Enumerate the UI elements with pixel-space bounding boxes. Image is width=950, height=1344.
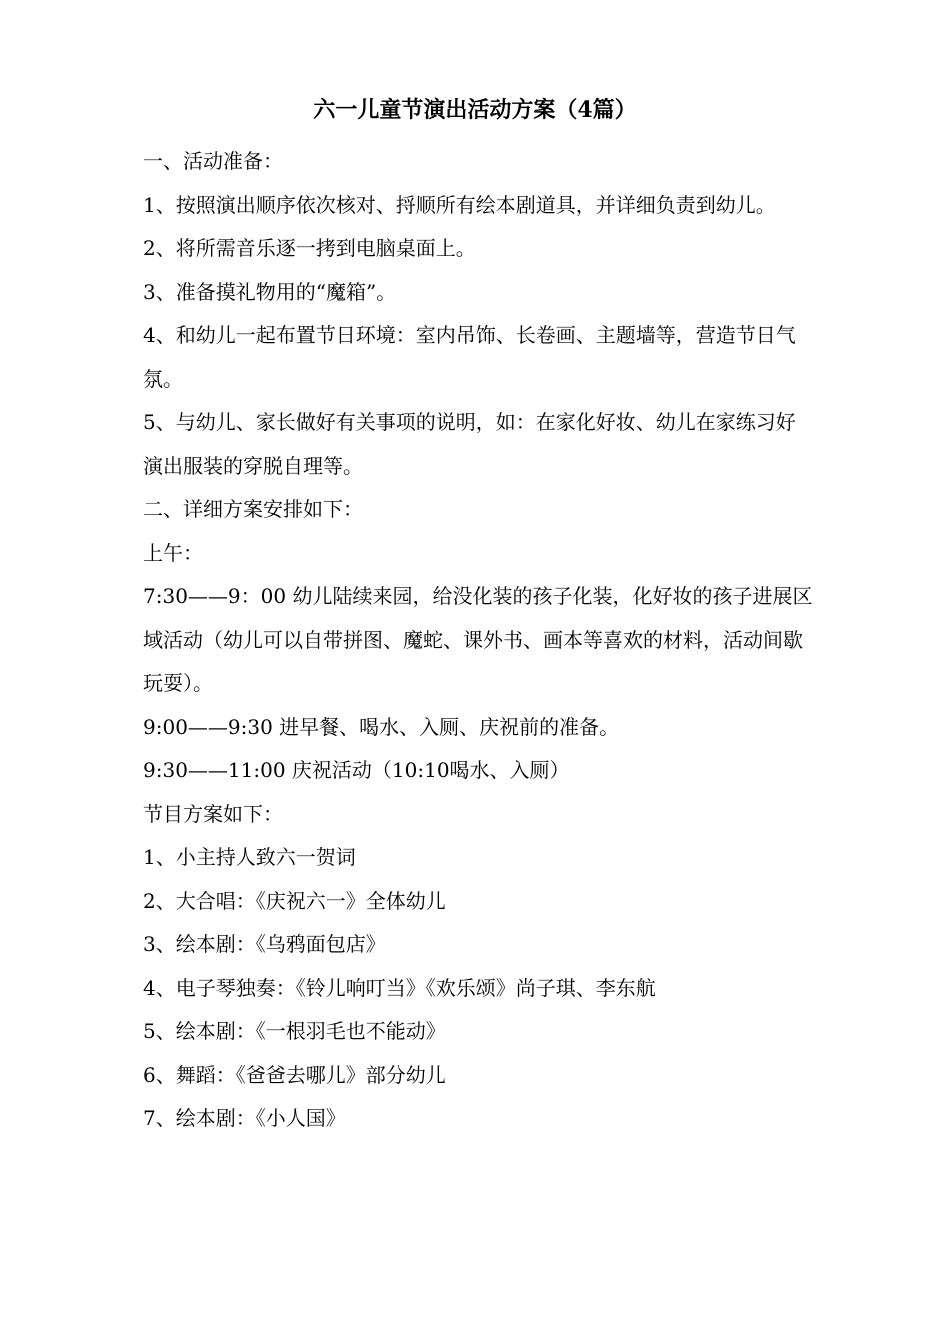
program-item: 7、绘本剧：《小人国》 [143,1106,346,1130]
section-heading-schedule: 二、详细方案安排如下： [143,497,363,521]
program-item: 2、大合唱：《庆祝六一》全体幼儿 [143,888,446,913]
document-title: 六一儿童节演出活动方案（4篇） [313,97,637,123]
paragraph-item: 2、将所需音乐逐一拷到电脑桌面上。 [143,236,476,260]
program-item: 6、舞蹈：《爸爸去哪儿》部分幼儿 [143,1062,446,1087]
document-body [143,140,813,1141]
paragraph-item: 4、和幼儿一起布置节日环境：室内吊饰、长卷画、主题墙等，营造节日气氛。 [143,323,796,391]
schedule-item: 7:30——9：00 幼儿陆续来园，给没化装的孩子化装，化好妆的孩子进展区域活动（幼儿可以自带拼图、魔蛇、课外书、画本等喜欢的材料，活动间歇玩耍）。 [143,584,813,695]
paragraph-item: 1、按照演出顺序依次核对、捋顺所有绘本剧道具，并详细负责到幼儿。 [143,192,776,217]
program-item: 1、小主持人致六一贺词 [143,845,356,869]
paragraph-item: 3、准备摸礼物用的“魔箱”。 [143,279,397,304]
subheading-program: 节目方案如下： [143,801,283,826]
program-item: 3、绘本剧：《乌鸦面包店》 [143,932,386,956]
schedule-item: 9:30——11:00 庆祝活动（10:10喝水、入厕） [143,758,570,782]
section-heading-preparation: 一、活动准备： [143,149,283,173]
subheading-morning: 上午： [143,540,203,565]
paragraph-item: 5、与幼儿、家长做好有关事项的说明，如：在家化好妆、幼儿在家练习好演出服装的穿脱自理等。 [143,410,796,478]
program-item: 5、绘本剧：《一根羽毛也不能动》 [143,1019,446,1043]
program-item: 4、电子琴独奏：《铃儿响叮当》《欢乐颂》尚子琪、李东航 [143,975,656,1000]
schedule-item: 9:00——9:30 进早餐、喝水、入厕、庆祝前的准备。 [143,714,620,739]
